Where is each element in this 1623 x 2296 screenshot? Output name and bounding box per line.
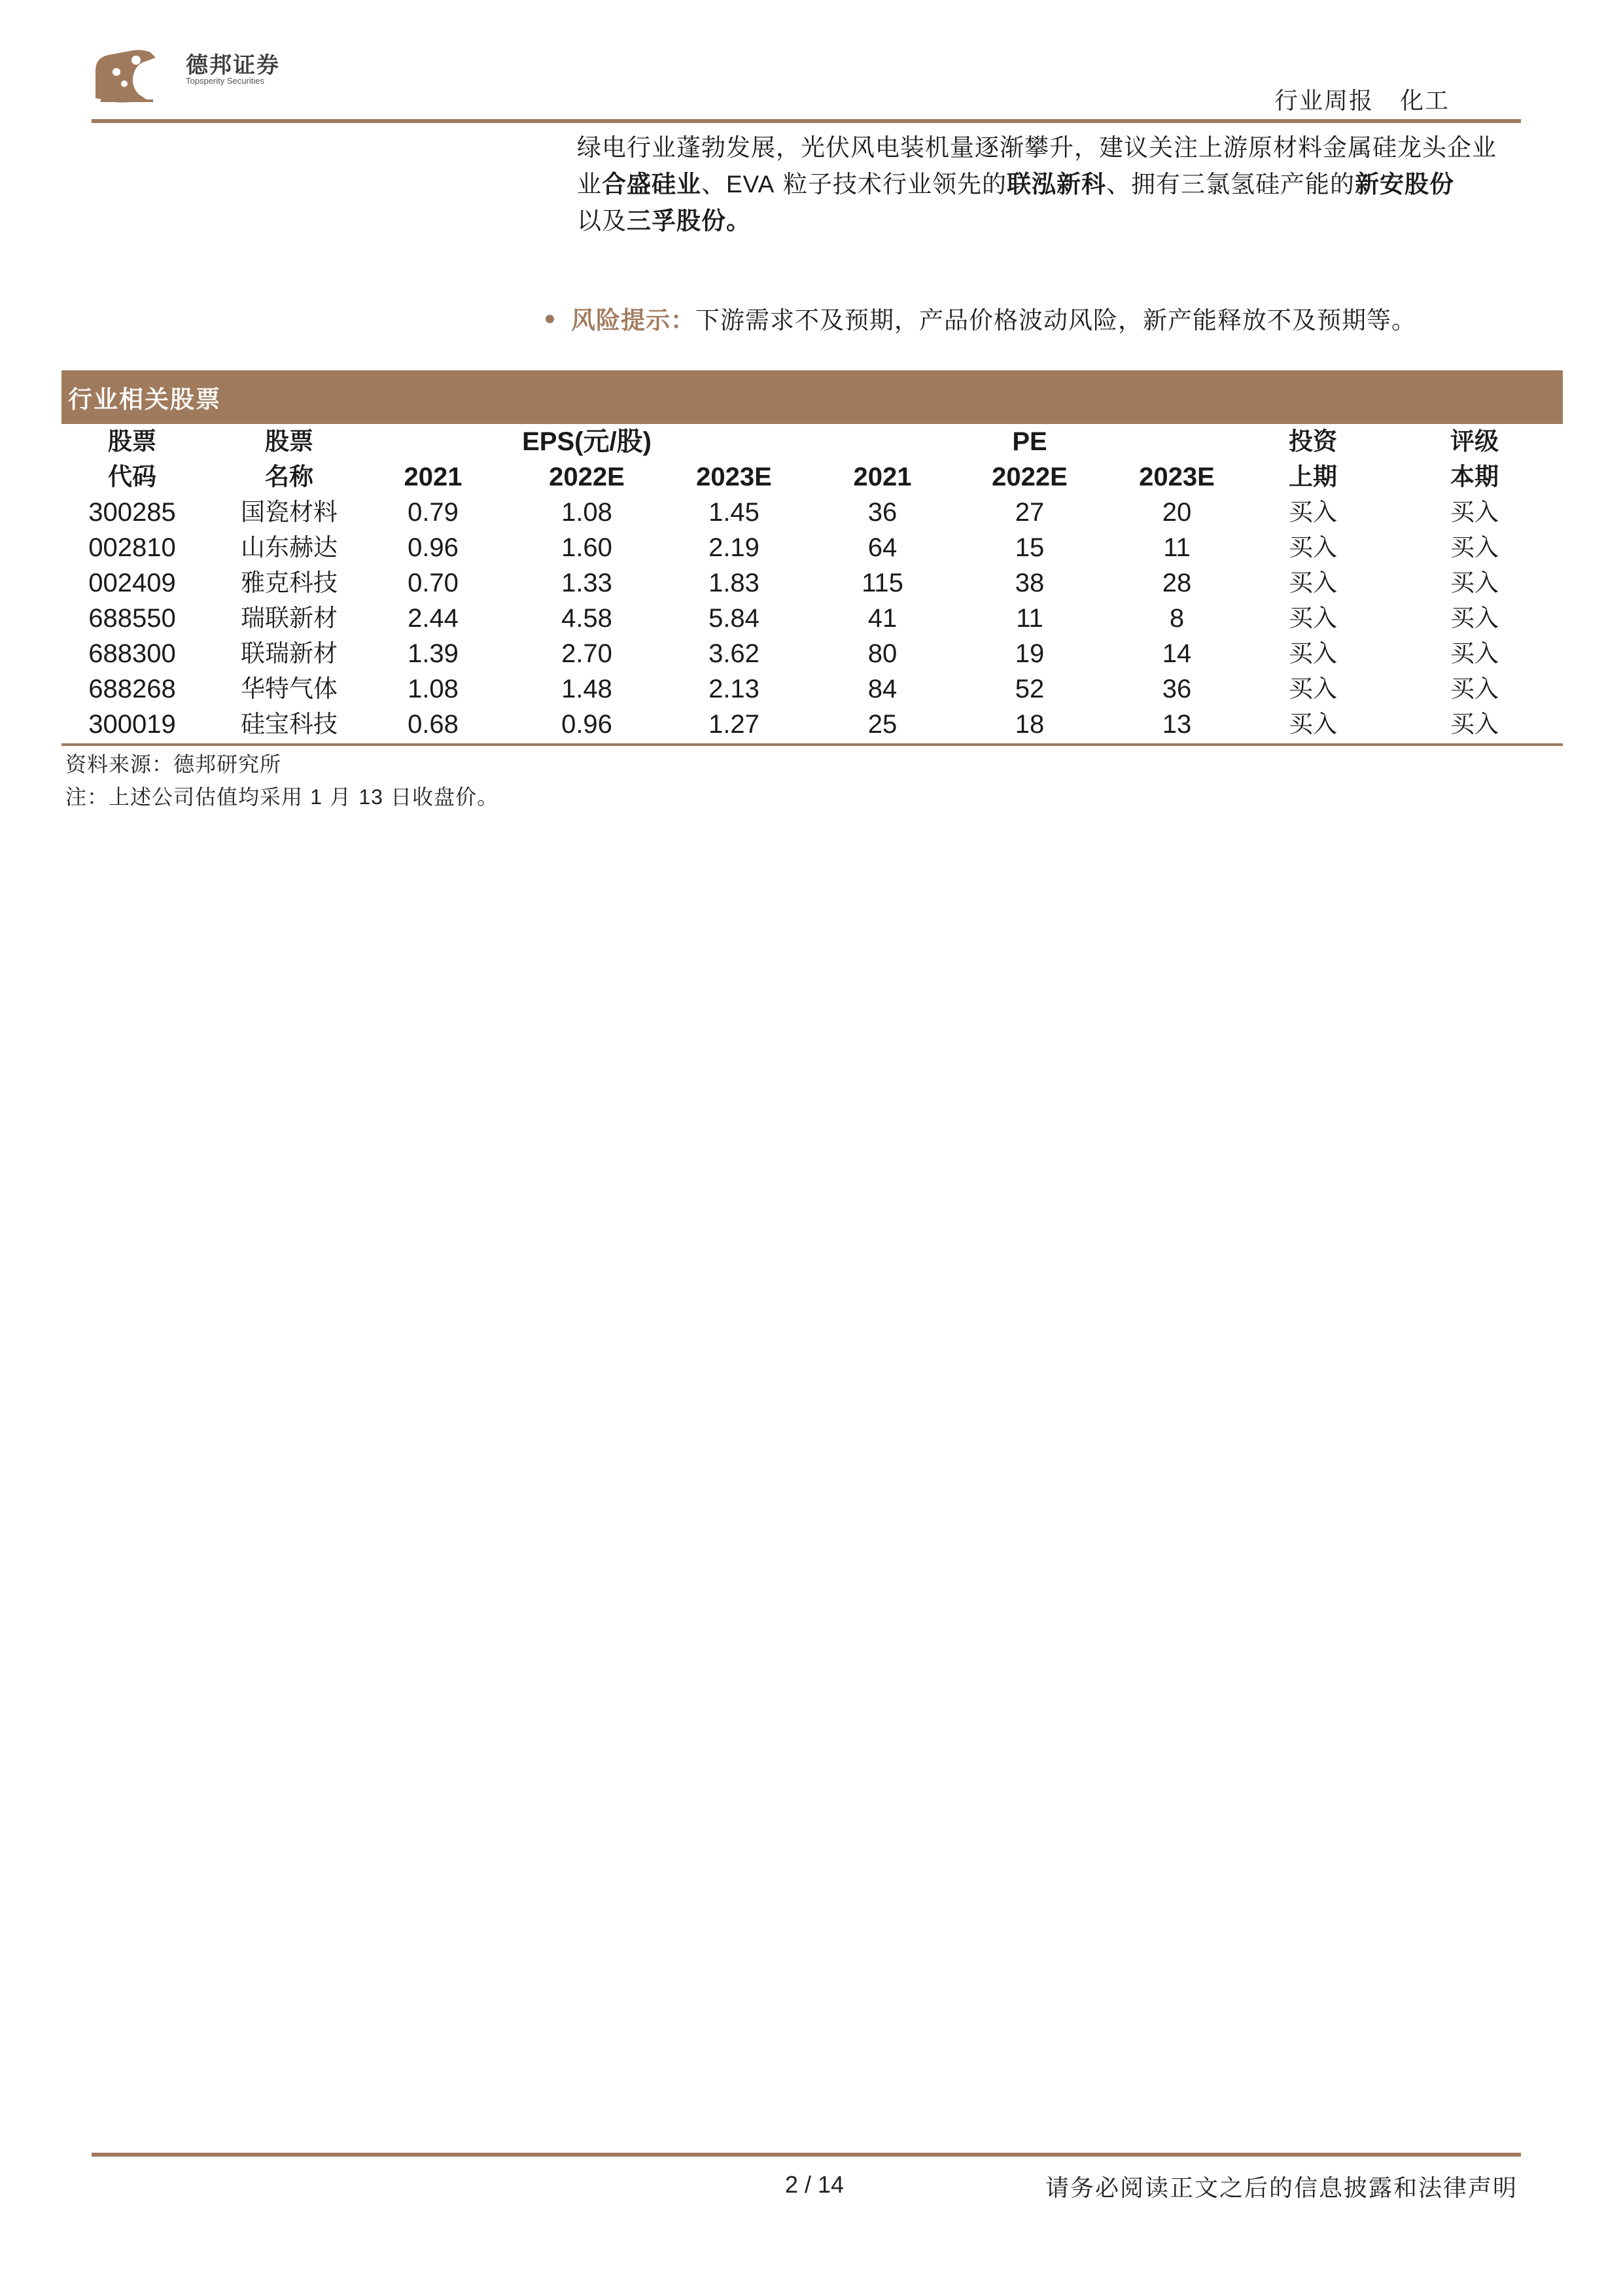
cell-pe-2022: 38 — [1015, 569, 1045, 597]
brand-name-cn: 德邦证券 — [186, 52, 280, 79]
cell-pe-2021: 36 — [867, 498, 898, 527]
cell-eps-2023: 5.84 — [708, 604, 759, 633]
cell-name: 国瓷材料 — [241, 498, 338, 526]
cell-code: 002810 — [88, 533, 176, 562]
stock-highlight: 合盛硅业 — [602, 170, 701, 198]
table-row — [61, 671, 1563, 707]
table-row — [61, 601, 1563, 636]
cell-name: 瑞联新材 — [241, 604, 338, 632]
table-title-bar — [61, 370, 1563, 424]
cell-pe-2023: 11 — [1163, 533, 1191, 562]
stock-table — [61, 424, 1563, 742]
stock-highlight: 联泓新科 — [1007, 170, 1107, 198]
cell-eps-2023: 1.45 — [708, 498, 759, 527]
cell-eps-2022: 1.08 — [561, 498, 612, 527]
cell-eps-2022: 1.48 — [561, 675, 612, 703]
cell-rating-prev: 买入 — [1289, 533, 1337, 561]
cell-code: 688300 — [88, 639, 176, 668]
cell-rating-curr: 买入 — [1450, 533, 1499, 561]
cell-rating-prev: 买入 — [1289, 639, 1337, 667]
table-row — [61, 495, 1563, 530]
table-header-row-2 — [61, 459, 1563, 495]
header-rating-prev-2: 上期 — [1289, 463, 1337, 491]
cell-pe-2022: 19 — [1015, 639, 1045, 668]
cell-pe-2023: 13 — [1162, 710, 1192, 739]
cell-name: 硅宝科技 — [241, 710, 338, 738]
cell-eps-2023: 2.19 — [708, 533, 759, 562]
table-notes — [65, 748, 498, 813]
cell-pe-2021: 115 — [862, 569, 903, 597]
cell-code: 300019 — [88, 710, 176, 739]
cell-rating-curr: 买入 — [1450, 498, 1499, 526]
header-pe-2023: 2023E — [1139, 463, 1215, 491]
cell-rating-curr: 买入 — [1450, 639, 1499, 667]
industry-label: 化工 — [1400, 88, 1450, 115]
header-rating-curr-2: 本期 — [1450, 463, 1499, 491]
brand-name-en: Topsperity Securities — [186, 76, 264, 86]
table-row — [61, 636, 1563, 671]
cell-pe-2022: 27 — [1015, 498, 1045, 527]
cell-code: 688550 — [88, 604, 176, 633]
cell-pe-2022: 18 — [1015, 710, 1045, 739]
cell-pe-2023: 28 — [1162, 569, 1192, 597]
table-bottom-rule — [61, 743, 1563, 746]
cell-eps-2023: 2.13 — [708, 675, 759, 703]
cell-pe-2021: 84 — [867, 675, 898, 703]
cell-eps-2021: 0.79 — [408, 498, 459, 527]
cell-pe-2021: 25 — [867, 710, 898, 739]
header-divider — [92, 119, 1521, 123]
cell-rating-prev: 买入 — [1289, 498, 1337, 526]
cell-name: 华特气体 — [241, 675, 338, 703]
table-row — [61, 530, 1563, 565]
table-row — [61, 565, 1563, 601]
cell-code: 300285 — [88, 498, 176, 527]
stock-highlight: 新安股份 — [1355, 170, 1455, 198]
risk-text: 下游需求不及预期，产品价格波动风险，新产能释放不及预期等。 — [695, 306, 1416, 334]
cell-eps-2022: 4.58 — [561, 604, 612, 633]
risk-label: 风险提示： — [571, 306, 695, 334]
cell-rating-prev: 买入 — [1289, 604, 1337, 632]
cell-eps-2021: 2.44 — [408, 604, 459, 633]
header-pe-2022: 2022E — [992, 463, 1068, 491]
cell-eps-2022: 2.70 — [561, 639, 612, 668]
header-eps: EPS(元/股) — [522, 427, 652, 456]
cell-pe-2022: 11 — [1016, 604, 1043, 633]
cell-name: 山东赫达 — [241, 533, 338, 561]
cell-code: 688268 — [88, 675, 176, 703]
cell-eps-2021: 0.68 — [408, 710, 459, 739]
risk-warning — [546, 302, 1416, 339]
cell-pe-2021: 80 — [867, 639, 898, 668]
bullet-icon — [546, 315, 554, 323]
table-title: 行业相关股票 — [68, 385, 221, 414]
table-body — [61, 495, 1563, 742]
cell-pe-2023: 14 — [1162, 639, 1192, 668]
cell-pe-2021: 64 — [867, 533, 898, 562]
cell-eps-2023: 1.27 — [708, 710, 759, 739]
cell-eps-2021: 0.96 — [408, 533, 459, 562]
cell-rating-curr: 买入 — [1450, 675, 1499, 703]
cell-eps-2023: 1.83 — [708, 569, 759, 597]
header-rating-prev: 投资 — [1289, 427, 1337, 455]
cell-rating-prev: 买入 — [1289, 710, 1337, 738]
cell-pe-2022: 52 — [1015, 675, 1045, 703]
cell-name: 联瑞新材 — [241, 639, 338, 667]
footer-divider — [92, 2153, 1521, 2157]
cell-rating-curr: 买入 — [1450, 569, 1499, 597]
cell-rating-prev: 买入 — [1289, 675, 1337, 703]
header-name-2: 名称 — [265, 463, 313, 491]
cell-eps-2023: 3.62 — [708, 639, 759, 668]
cell-pe-2023: 20 — [1162, 498, 1192, 527]
cell-pe-2021: 41 — [867, 604, 898, 633]
cell-pe-2023: 36 — [1162, 675, 1192, 703]
cell-eps-2022: 1.33 — [561, 569, 612, 597]
company-logo — [90, 38, 162, 110]
cell-eps-2022: 1.60 — [561, 533, 612, 562]
header-rating-curr: 评级 — [1450, 427, 1499, 455]
cell-eps-2022: 0.96 — [561, 710, 612, 739]
header-eps-2021: 2021 — [404, 463, 462, 491]
header-name: 股票 — [265, 427, 313, 455]
table-header-row-1 — [61, 424, 1563, 459]
cell-pe-2022: 15 — [1015, 533, 1045, 562]
table-row — [61, 707, 1563, 742]
page-number: 2 / 14 — [785, 2171, 845, 2198]
cell-pe-2023: 8 — [1169, 604, 1185, 633]
cell-eps-2021: 1.08 — [408, 675, 459, 703]
header-pe: PE — [1012, 427, 1047, 456]
valuation-note: 注：上述公司估值均采用 1 月 13 日收盘价。 — [65, 785, 499, 809]
footer-disclaimer: 请务必阅读正文之后的信息披露和法律声明 — [1045, 2175, 1518, 2202]
report-type: 行业周报 — [1274, 88, 1374, 115]
cell-eps-2021: 0.70 — [408, 569, 459, 597]
stock-highlight: 三孚股份。 — [627, 207, 751, 235]
report-category — [1274, 82, 1450, 116]
header-eps-2022: 2022E — [549, 463, 625, 491]
cell-rating-curr: 买入 — [1450, 604, 1499, 632]
cell-rating-prev: 买入 — [1289, 569, 1337, 597]
header-code-2: 代码 — [108, 463, 156, 491]
header-eps-2023: 2023E — [696, 463, 772, 491]
cell-rating-curr: 买入 — [1450, 710, 1499, 738]
source-note: 资料来源：德邦研究所 — [65, 752, 282, 777]
header-pe-2021: 2021 — [853, 463, 912, 491]
summary-paragraph: 绿电行业蓬勃发展，光伏风电装机量逐渐攀升，建议关注上游原材料金属硅龙头企业 业合盛硅业、EVA 粒子技术行业领先的联泓新科、拥有三氯氢硅产能的新安股份 以及三孚股份。 — [577, 133, 1497, 235]
cell-eps-2021: 1.39 — [408, 639, 459, 668]
cell-code: 002409 — [88, 569, 176, 597]
cell-name: 雅克科技 — [241, 569, 338, 597]
header-code: 股票 — [108, 427, 156, 455]
